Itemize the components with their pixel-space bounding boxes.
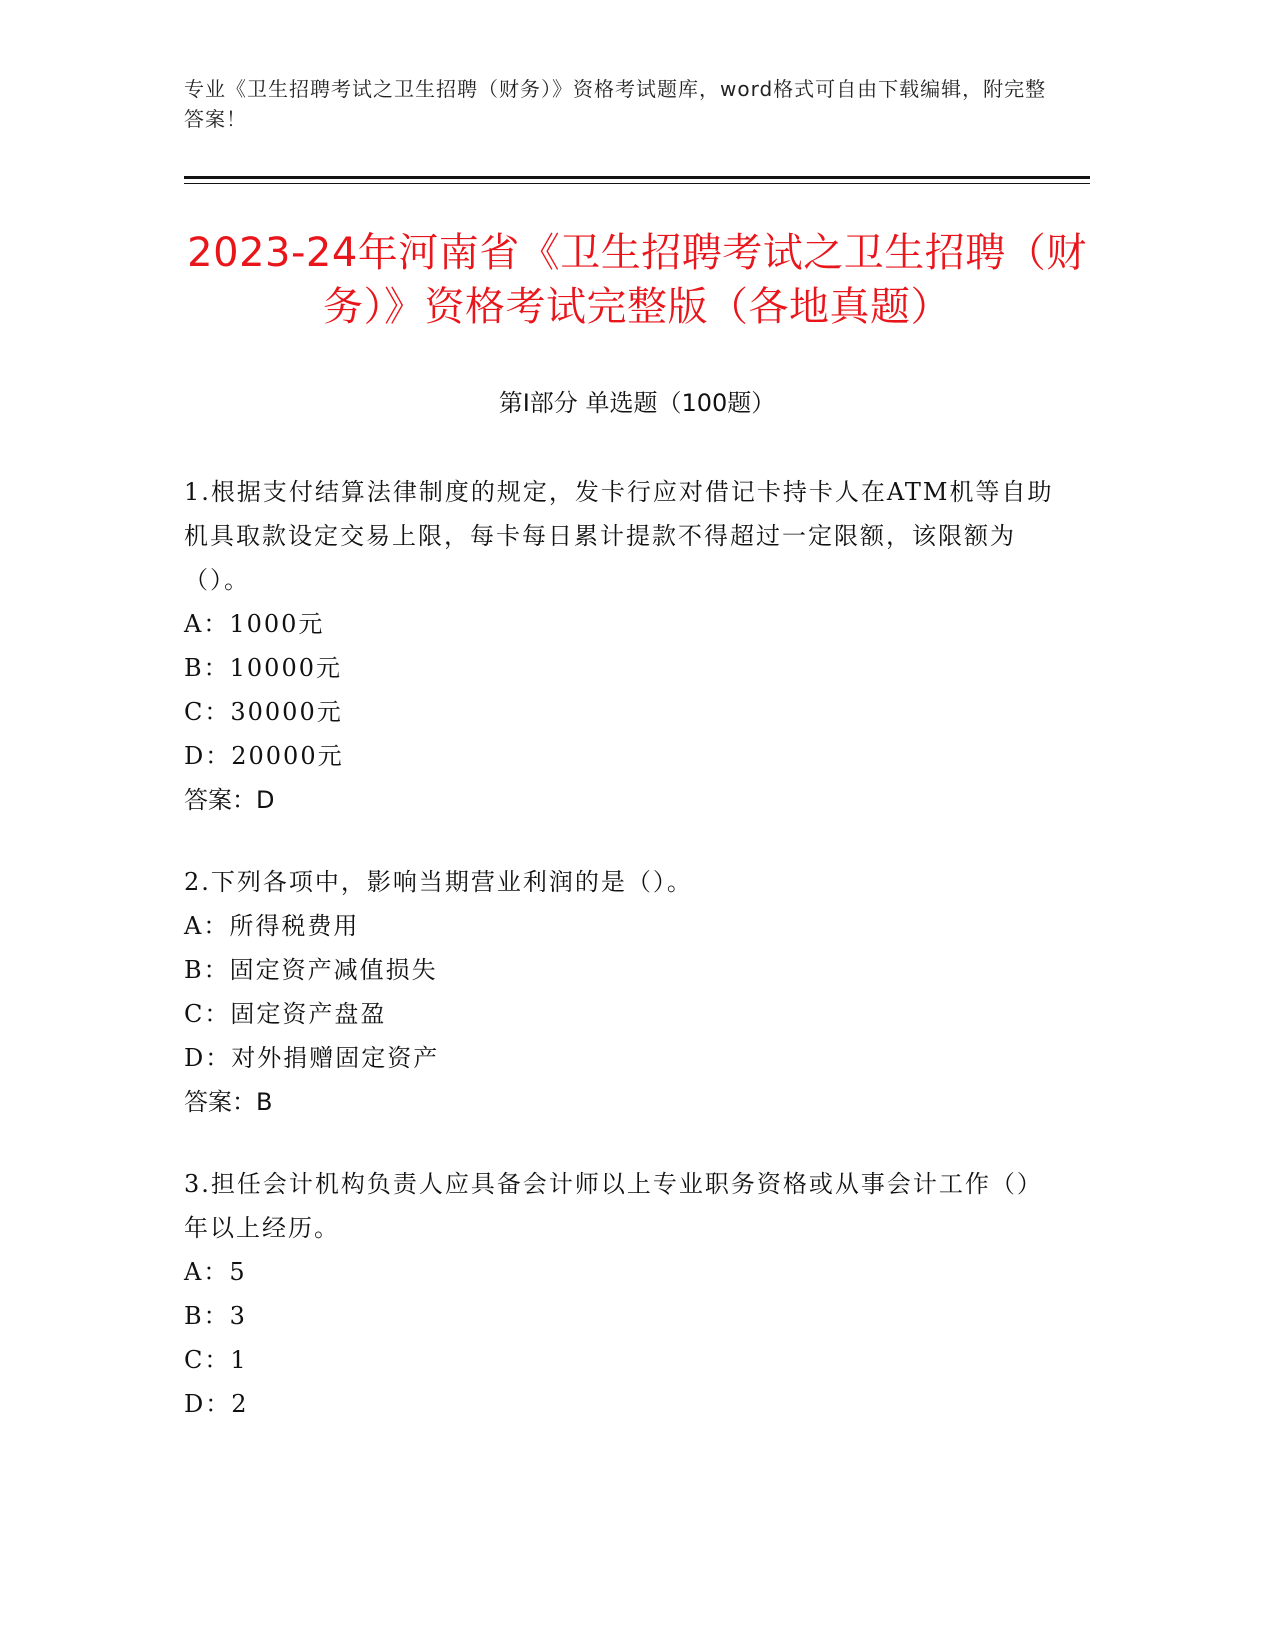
question-stem: 2.下列各项中，影响当期营业利润的是（）。: [184, 868, 693, 896]
answer: 答案：D: [184, 786, 275, 814]
option-a: A：5: [184, 1258, 247, 1286]
option-d: D：2: [184, 1390, 249, 1418]
option-a: A：所得税费用: [184, 912, 360, 940]
answer: 答案：B: [184, 1088, 273, 1116]
question-stem: 1.根据支付结算法律制度的规定，发卡行应对借记卡持卡人在ATM机等自助机具取款设定交易上限，每卡每日累计提款不得超过一定限额，该限额为（）。: [184, 478, 1054, 594]
question-3: [184, 1162, 1064, 1426]
option-b: B：10000元: [184, 654, 342, 682]
header-note: 专业《卫生招聘考试之卫生招聘（财务）》资格考试题库，word格式可自由下载编辑，附完整答案！: [184, 77, 1047, 131]
option-b: B：3: [184, 1302, 247, 1330]
option-d: D：20000元: [184, 742, 344, 770]
option-c: C：固定资产盘盈: [184, 1000, 387, 1028]
header-divider-thin: [184, 183, 1090, 184]
option-d: D：对外捐赠固定资产: [184, 1044, 440, 1072]
option-a: A：1000元: [184, 610, 325, 638]
option-b: B：固定资产减值损失: [184, 956, 438, 984]
question-2: [184, 860, 1064, 1124]
header-divider-thick: [184, 176, 1090, 179]
question-1: [184, 470, 1064, 822]
option-c: C：30000元: [184, 698, 343, 726]
question-list: [184, 470, 1064, 1464]
option-c: C：1: [184, 1346, 248, 1374]
document-title: 2023-24年河南省《卫生招聘考试之卫生招聘（财务）》资格考试完整版（各地真题）: [187, 230, 1087, 330]
question-stem: 3.担任会计机构负责人应具备会计师以上专业职务资格或从事会计工作（）年以上经历。: [184, 1170, 1043, 1242]
section-title: 第Ⅰ部分 单选题（100题）: [498, 389, 776, 417]
